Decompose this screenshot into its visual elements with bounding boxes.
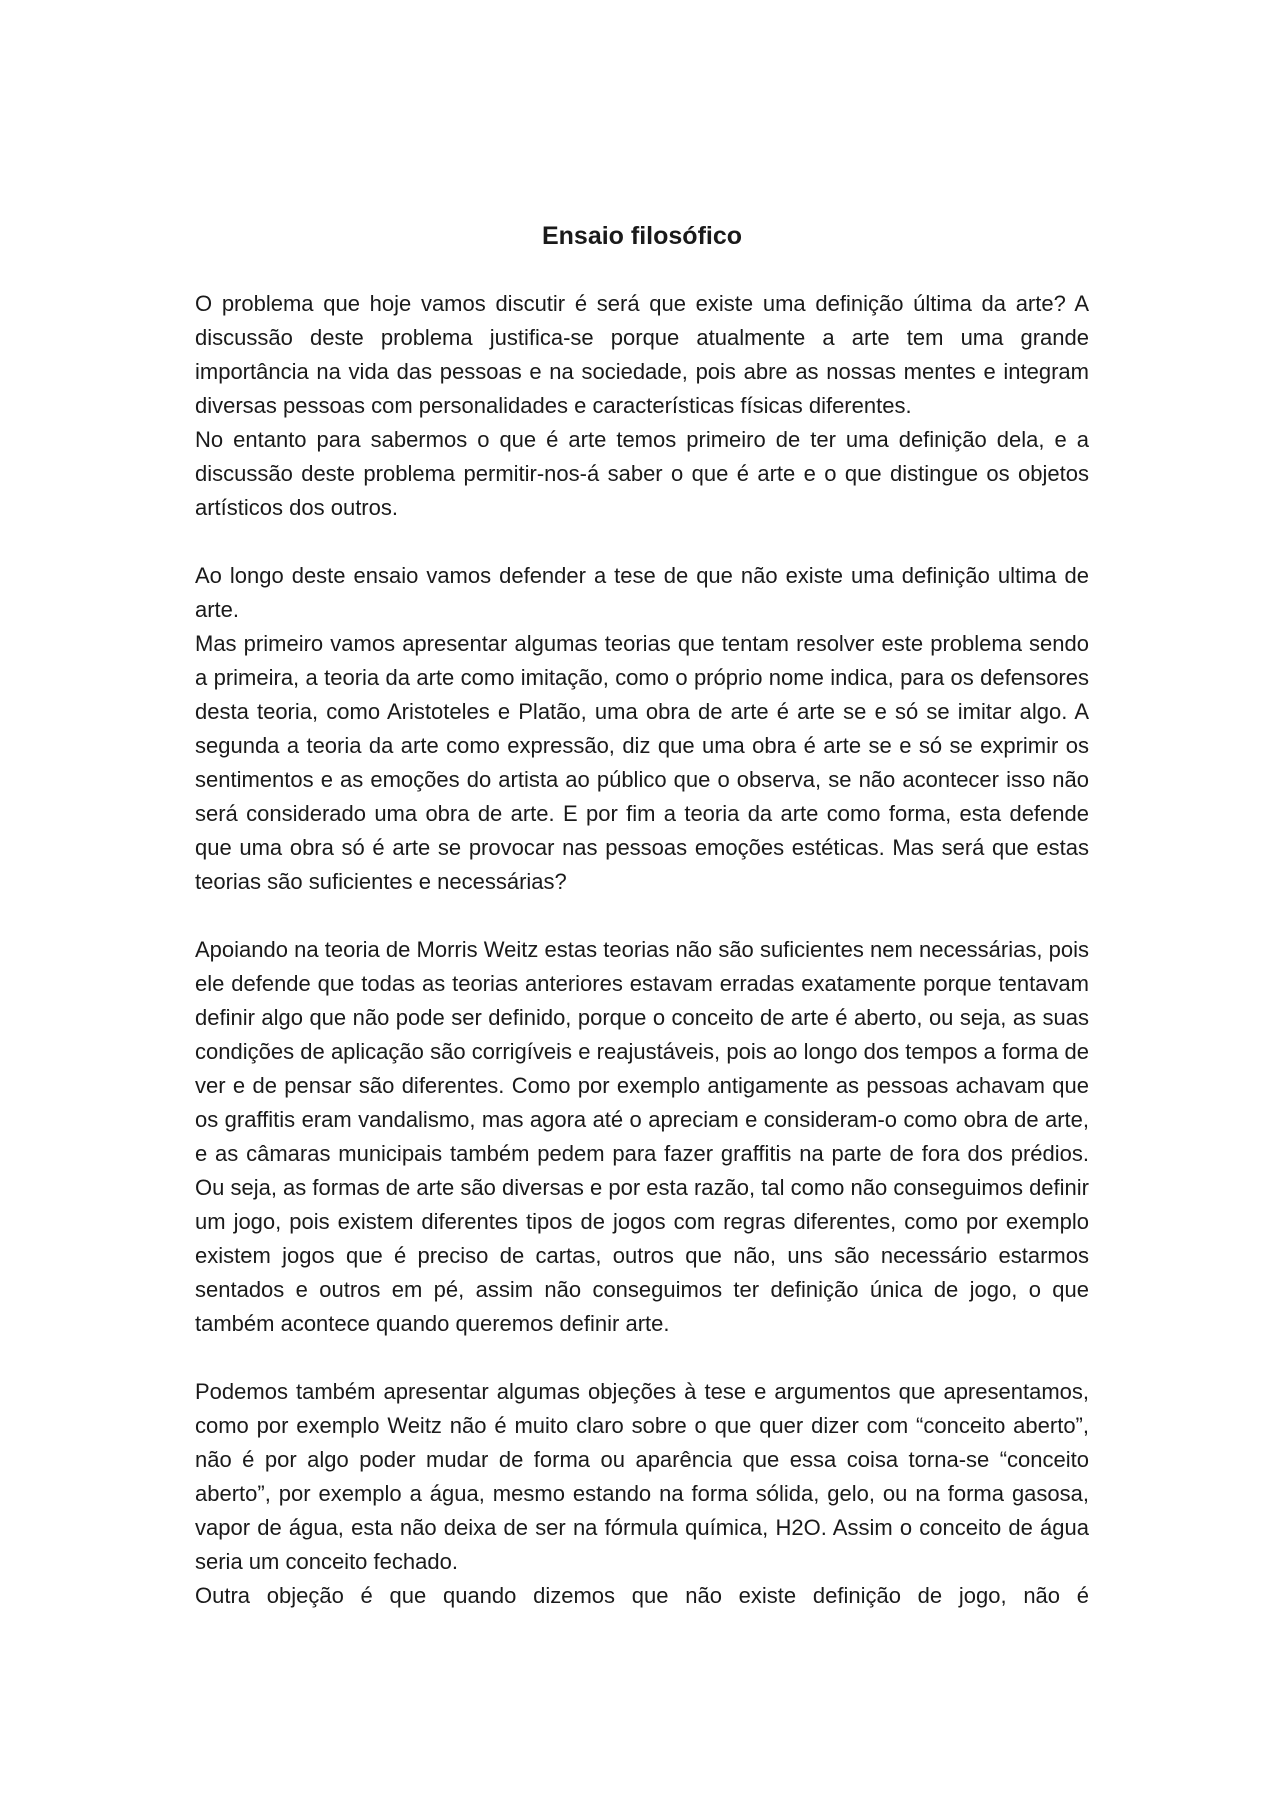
document-title: Ensaio filosófico [541,222,743,250]
paragraph-objections: Podemos também apresentar algumas objeções à tese e argumentos que apresentamos, como por exemplo Weitz não é muito claro sobre o que quer dizer com “conceito aberto”, não é por algo poder mudar de forma ou aparência que essa coisa torna-se “conceito aberto”, por exemplo a água, mesmo estando na forma sólida, gelo, ou na forma gasosa, vapor de água, esta não deixa de ser na fórmula química, H2O. Assim o conceito de água seria um conceito fechado. [195,1379,1089,1574]
paragraph-second-objection: Outra objeção é que quando dizemos que não existe definição de jogo, não é [195,1583,1089,1608]
paragraph-definition-need: No entanto para sabermos o que é arte temos primeiro de ter uma definição dela, e a discussão deste problema permitir-nos-á saber o que é arte e o que distingue os objetos artísticos dos outros. [195,427,1089,520]
paragraph-theories: Mas primeiro vamos apresentar algumas teorias que tentam resolver este problema sendo a primeira, a teoria da arte como imitação, como o próprio nome indica, para os defensores desta teoria, como Aristoteles e Platão, uma obra de arte é arte se e só se imitar algo. A segunda a teoria da arte como expressão, diz que uma obra é arte se e só se exprimir os sentimentos e as emoções do artista ao público que o observa, se não acontecer isso não será considerado uma obra de arte. E por fim a teoria da arte como forma, esta defende que uma obra só é arte se provocar nas pessoas emoções estéticas. Mas será que estas teorias são suficientes e necessárias? [195,631,1089,894]
paragraph-problem: O problema que hoje vamos discutir é será que existe uma definição última da arte? A discussão deste problema justifica-se porque atualmente a arte tem uma grande importância na vida das pessoas e na sociedade, pois abre as nossas mentes e integram diversas pessoas com personalidades e características físicas diferentes. [195,291,1089,418]
document-body [195,218,1089,1613]
paragraph-thesis: Ao longo deste ensaio vamos defender a tese de que não existe uma definição ultima de arte. [195,563,1089,622]
paragraph-weitz: Apoiando na teoria de Morris Weitz estas teorias não são suficientes nem necessárias, pois ele defende que todas as teorias anteriores estavam erradas exatamente porque tentavam definir algo que não pode ser definido, porque o conceito de arte é aberto, ou seja, as suas condições de aplicação são corrigíveis e reajustáveis, pois ao longo dos tempos a forma de ver e de pensar são diferentes. Como por exemplo antigamente as pessoas achavam que os graffitis eram vandalismo, mas agora até o apreciam e consideram-o como obra de arte, e as câmaras municipais também pedem para fazer graffitis na parte de fora dos prédios. Ou seja, as formas de arte são diversas e por esta razão, tal como não conseguimos definir um jogo, pois existem diferentes tipos de jogos com regras diferentes, como por exemplo existem jogos que é preciso de cartas, outros que não, uns são necessário estarmos sentados e outros em pé, assim não conseguimos ter definição única de jogo, o que também acontece quando queremos definir arte. [195,937,1089,1336]
